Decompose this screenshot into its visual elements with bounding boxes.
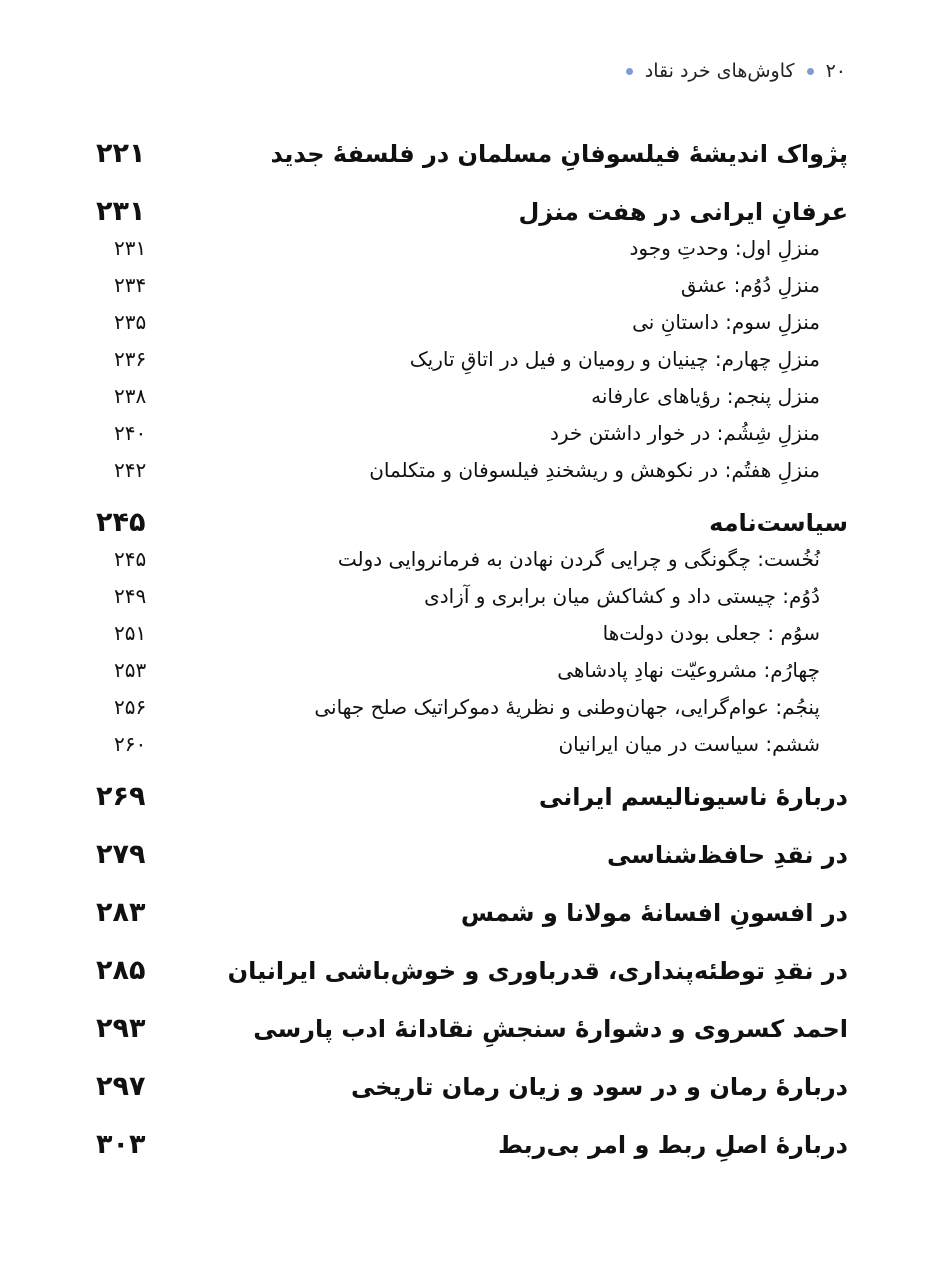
section-page-number: ۲۵۶ — [114, 695, 147, 719]
section-page-number: ۲۵۳ — [114, 658, 147, 682]
chapter-title: در نقدِ حافظ‌شناسی — [606, 841, 848, 869]
section-title: منزلِ چهارم: چینیان و رومیان و فیل در اتاقِ تاریک — [409, 347, 820, 371]
chapter-title: عرفانِ ایرانی در هفت منزل — [518, 198, 848, 226]
toc-chapter — [88, 128, 848, 186]
section-title: سوُم : جعلی بودن دولت‌ها — [602, 621, 820, 645]
chapter-title: احمد کسروی و دشوارهٔ سنجشِ نقادانهٔ ادب پارسی — [253, 1015, 848, 1043]
chapter-title: دربارهٔ اصلِ ربط و امر بی‌ربط — [497, 1131, 848, 1159]
toc-chapter — [88, 887, 848, 945]
chapter-page-number: ۲۸۵ — [96, 955, 146, 986]
section-title: نُخُست: چگونگی و چرایی گردن نهادن به فرمانروایی دولت — [337, 547, 820, 571]
toc-chapter — [88, 1003, 848, 1061]
toc-chapter — [88, 771, 848, 829]
section-title: منزلِ شِشُم: در خوار داشتن خرد — [549, 421, 820, 445]
section-title: دُوُم: چیستی داد و کشاکش میان برابری و آزادی — [424, 584, 820, 608]
chapter-title: در نقدِ توطئه‌پنداری، قدرباوری و خوش‌باشی ایرانیان — [227, 957, 848, 985]
toc-section — [88, 541, 848, 578]
toc-section — [88, 726, 848, 763]
section-page-number: ۲۳۶ — [114, 347, 147, 371]
toc-section — [88, 415, 848, 452]
chapter-title: پژواک اندیشهٔ فیلسوفانِ مسلمان در فلسفهٔ جدید — [270, 140, 848, 168]
running-header — [626, 56, 846, 86]
section-page-number: ۲۳۱ — [114, 236, 147, 260]
section-title: منزلِ دُوُم: عشق — [680, 273, 820, 297]
chapter-page-number: ۲۹۳ — [96, 1013, 146, 1044]
section-title: چهارُم: مشروعیّت نهادِ پادشاهی — [557, 658, 820, 682]
section-title: منزلِ هفتُم: در نکوهش و ریشخندِ فیلسوفان و متکلمان — [369, 458, 820, 482]
table-of-contents — [88, 128, 848, 1177]
section-title: منزلِ سوم: داستانِ نی — [632, 310, 820, 334]
chapter-page-number: ۲۴۵ — [96, 507, 146, 538]
toc-section — [88, 378, 848, 415]
toc-section — [88, 230, 848, 267]
toc-section — [88, 689, 848, 726]
chapter-page-number: ۲۳۱ — [96, 196, 146, 227]
bullet-icon — [626, 68, 633, 75]
toc-section — [88, 615, 848, 652]
section-page-number: ۲۴۲ — [114, 458, 147, 482]
chapter-title: دربارهٔ رمان و در سود و زیان رمان تاریخی — [350, 1073, 848, 1101]
chapter-page-number: ۲۲۱ — [96, 138, 146, 169]
chapter-page-number: ۲۶۹ — [96, 781, 146, 812]
toc-section — [88, 341, 848, 378]
toc-section — [88, 452, 848, 489]
section-title: ششم: سیاست در میان ایرانیان — [558, 732, 820, 756]
toc-chapter — [88, 829, 848, 887]
section-title: منزلِ اول: وحدتِ وجود — [629, 236, 820, 260]
section-page-number: ۲۵۱ — [114, 621, 147, 645]
toc-section — [88, 267, 848, 304]
chapter-title: دربارهٔ ناسیونالیسم ایرانی — [538, 783, 848, 811]
toc-chapter — [88, 1061, 848, 1119]
toc-section — [88, 304, 848, 341]
section-page-number: ۲۳۸ — [114, 384, 147, 408]
section-page-number: ۲۳۵ — [114, 310, 147, 334]
toc-chapter — [88, 1119, 848, 1177]
page-number: ۲۰ — [825, 60, 846, 82]
section-page-number: ۲۶۰ — [114, 732, 147, 756]
chapter-page-number: ۲۷۹ — [96, 839, 146, 870]
section-title: پنجُم: عوام‌گرایی، جهان‌وطنی و نظریهٔ دموکراتیک صلح جهانی — [314, 695, 820, 719]
book-title: کاوش‌های خرد نقاد — [644, 60, 795, 82]
section-page-number: ۲۴۰ — [114, 421, 147, 445]
chapter-title: در افسونِ افسانهٔ مولانا و شمس — [460, 899, 848, 927]
chapter-title: سیاست‌نامه — [709, 509, 848, 537]
chapter-page-number: ۲۸۳ — [96, 897, 146, 928]
bullet-icon — [807, 68, 814, 75]
section-page-number: ۲۴۹ — [114, 584, 147, 608]
toc-section — [88, 652, 848, 689]
toc-section — [88, 578, 848, 615]
section-title: منزل پنجم: رؤیاهای عارفانه — [591, 384, 820, 408]
chapter-page-number: ۲۹۷ — [96, 1071, 146, 1102]
section-page-number: ۲۳۴ — [114, 273, 147, 297]
chapter-page-number: ۳۰۳ — [96, 1129, 146, 1160]
section-page-number: ۲۴۵ — [114, 547, 147, 571]
toc-chapter — [88, 945, 848, 1003]
